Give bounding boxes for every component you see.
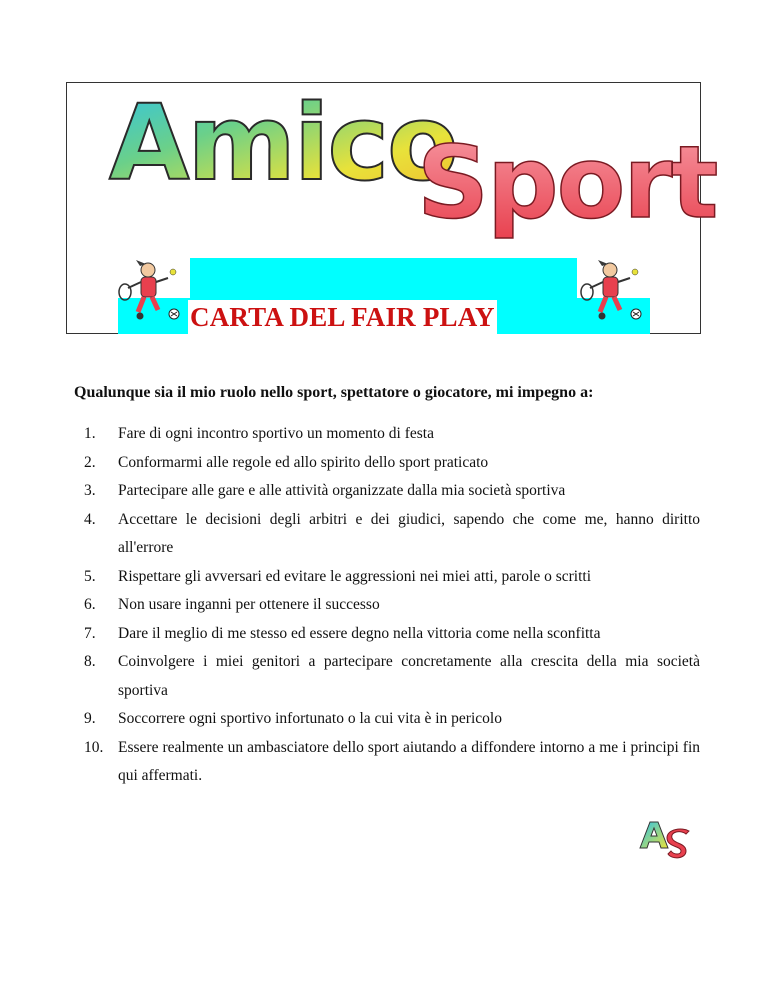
list-item: [84, 734, 700, 791]
list-item: [84, 563, 700, 592]
rule-text: Rispettare gli avversari ed evitare le aggressioni nei miei atti, parole o scritti: [118, 567, 592, 585]
rule-text: Dare il meglio di me stesso ed essere degno nella vittoria come nella sconfitta: [118, 624, 601, 642]
list-item: [84, 591, 700, 620]
rule-text: Accettare le decisioni degli arbitri e dei giudici, sapendo che come me, hanno diritto all'errore: [118, 510, 700, 556]
logo-word-amico: Amico: [109, 82, 457, 204]
rule-text: Partecipare alle gare e alle attività organizzate dalla mia società sportiva: [118, 482, 566, 499]
intro-text: Qualunque sia il mio ruolo nello sport, spettatore o giocatore, mi impegno a:: [74, 384, 594, 401]
rule-number: 6.: [84, 596, 96, 613]
tennis-mascot-left-icon: [118, 258, 184, 322]
list-item: [84, 477, 700, 506]
rule-text: Fare di ogni incontro sportivo un momento di festa: [118, 425, 434, 442]
page-title: CARTA DEL FAIR PLAY: [190, 302, 495, 332]
rule-number: 9.: [84, 710, 96, 727]
rule-number: 8.: [84, 653, 96, 670]
as-logo: [636, 818, 696, 862]
rule-text: Non usare inganni per ottenere il successo: [118, 596, 380, 613]
list-item: [84, 648, 700, 705]
rule-text: Conformarmi alle regole ed allo spirito dello sport praticato: [118, 453, 489, 471]
list-item: [84, 506, 700, 563]
rule-number: 7.: [84, 624, 96, 642]
list-item: [84, 705, 700, 734]
fair-play-rules-list: [84, 420, 700, 791]
rule-number: 1.: [84, 425, 96, 442]
rule-text: Essere realmente un ambasciatore dello sport aiutando a diffondere intorno a me i principi fin qui affermati.: [118, 738, 700, 784]
logo-word-sport: Sport: [417, 124, 717, 241]
rule-number: 2.: [84, 453, 96, 471]
list-item: [84, 449, 700, 478]
list-item: [84, 620, 700, 649]
title-highlight-top: [190, 258, 577, 298]
rule-number: 3.: [84, 482, 96, 499]
rule-number: 4.: [84, 510, 96, 528]
rule-number: 5.: [84, 567, 96, 585]
tennis-mascot-right-icon: [580, 258, 646, 322]
amico-sport-logo: [105, 82, 717, 249]
rule-number: 10.: [84, 738, 104, 756]
rule-text: Coinvolgere i miei genitori a partecipare concretamente alla crescita della mia società sportiva: [118, 653, 700, 699]
list-item: [84, 420, 700, 449]
rule-text: Soccorrere ogni sportivo infortunato o la cui vita è in pericolo: [118, 710, 502, 727]
